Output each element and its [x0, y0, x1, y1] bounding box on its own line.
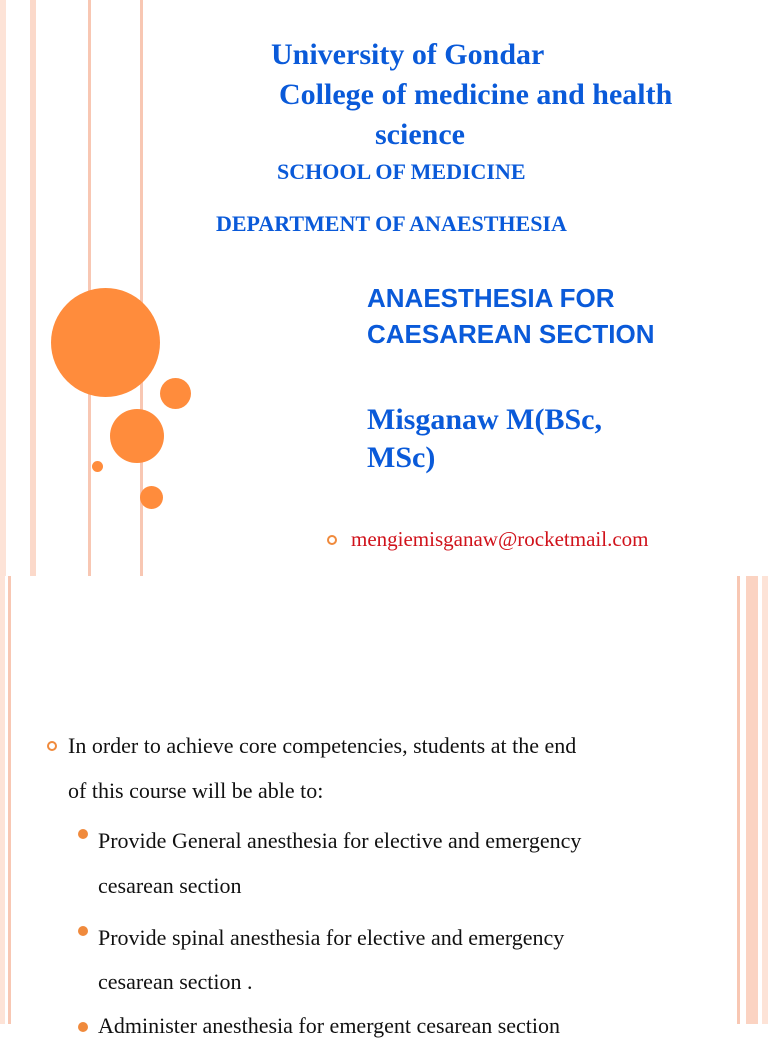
college-name-line2: science: [375, 118, 465, 151]
objective-3-line1: Administer anesthesia for emergent cesarean section: [98, 1013, 561, 1038]
university-name: University of Gondar: [271, 38, 545, 71]
department-name: DEPARTMENT OF ANAESTHESIA: [216, 211, 567, 236]
decor-circle: [110, 409, 164, 463]
bullet-ring-icon: [47, 741, 57, 751]
decor-circle: [140, 486, 163, 509]
decor-stripe: [0, 576, 5, 1024]
objective-1-line2: cesarean section: [98, 873, 242, 898]
decor-stripe: [746, 576, 758, 1024]
bullet-ring-icon: [327, 535, 337, 545]
decor-stripe: [88, 0, 91, 576]
decor-stripe: [0, 0, 6, 576]
author-line2: MSc): [367, 441, 436, 474]
topic-title-line2: CAESAREAN SECTION: [367, 319, 655, 349]
decor-stripe: [30, 0, 36, 576]
decor-stripe: [762, 576, 768, 1024]
intro-text-line2: of this course will be able to:: [68, 778, 324, 803]
author-email[interactable]: mengiemisganaw@rocketmail.com: [351, 527, 649, 551]
intro-text-line1: In order to achieve core competencies, students at the end: [68, 733, 577, 758]
decor-circle-large: [51, 288, 160, 397]
school-name: SCHOOL OF MEDICINE: [277, 159, 526, 184]
college-name-line1: College of medicine and health: [279, 78, 673, 111]
decor-circle: [92, 461, 103, 472]
objective-2-line1: Provide spinal anesthesia for elective and emergency: [98, 925, 565, 950]
author-line1: Misganaw M(BSc,: [367, 403, 602, 436]
bullet-dot-icon: [78, 829, 88, 839]
bullet-dot-icon: [78, 1022, 88, 1032]
bullet-dot-icon: [78, 926, 88, 936]
objective-1-line1: Provide General anesthesia for elective and emergency: [98, 828, 582, 853]
decor-stripe: [8, 576, 11, 1024]
objectives-slide: [0, 576, 768, 1038]
topic-title-line1: ANAESTHESIA FOR: [367, 283, 615, 313]
decor-stripe: [737, 576, 740, 1024]
objective-2-line2: cesarean section .: [98, 969, 253, 994]
decor-circle: [160, 378, 191, 409]
